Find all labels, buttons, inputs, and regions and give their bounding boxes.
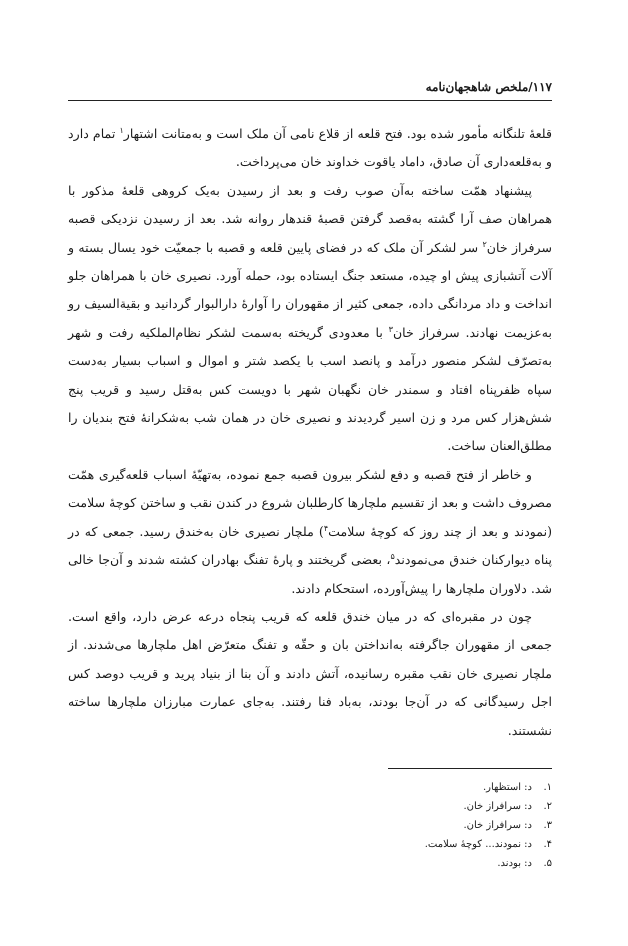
footnote-ref-5[interactable]: ۵	[390, 551, 395, 561]
footnote-ref-4[interactable]: ۴	[323, 523, 329, 533]
footnotes	[300, 778, 552, 873]
footnote-number: ۲.	[543, 801, 552, 812]
footnote-text: د: بودند.	[497, 858, 532, 869]
footnote-text: د: نمودند... کوچهٔ سلامت.	[424, 839, 532, 850]
paragraph-2: پیشنهاد همّت ساخته به‌آن صوب رفت و بعد از رسیدن به‌یک کروهی قلعهٔ مذکور با همراهان صف آرا گشته به‌قصد گرفتن قصبهٔ قندهار روانه شد. بعد از رسیدن نزدیکی قصبه سرفراز خان$^۲$ سر لشکر آن ملک که در فضای پایین قلعه و قصبه با جمعیّت خود یسال بسته و آلات آتشبازی پیش او چیده، مستعد جنگ ایستاده بود، حمله آورد. نصیری خان با همراهان جلو انداخت و داد مردانگی داده، جمعی کثیر از مقهوران را آوارهٔ دارالبوار گردانید و بقیةالسیف رو به‌عزیمت نهادند. سرفراز خان$^۳$ با معدودی گریخته به‌سمت لشکر نظام‌الملکیه رفت و شهر به‌تصرّف لشکر منصور درآمد و پانصد اسب با یکصد شتر و اموال و اسباب بسیار به‌دست سپاه ظفرپناه افتاد و سمندر خان نگهبان شهر با دویست کس به‌قتل رسید و قریب پنج شش‌هزار کس مرد و زن اسیر گردیدند و نصیری خان در همان شب به‌شکرانهٔ فتح بندیان را مطلق‌العنان ساخت.	[68, 182, 552, 454]
footnote-ref-1[interactable]: ۱	[119, 125, 124, 135]
footnote-number: ۴.	[543, 839, 552, 850]
paragraph-4: چون در مقبره‌ای که در میان خندق قلعه که قریب پنجاه درعه عرض دارد، واقع است. جمعی از مقهوران جاگرفته به‌انداختن بان و حقّه و تفنگ متعرّض اهل ملچارها می‌شدند. از ملچار نصیری خان نقب مقبره رسانیده، آتش دادند و آن بنا از بنیاد پرید و قریب دوصد کس اجل رسیدگانی که در آن‌جا بودند، به‌باد فنا رفتند. به‌جای عمارت مبارزان ملچارها ساخته نشستند.	[68, 608, 552, 738]
body-text	[68, 120, 552, 745]
paragraph-3: و خاطر از فتح قصبه و دفع لشکر بیرون قصبه جمع نموده، به‌تهیّهٔ اسباب قلعه‌گیری همّت مصروف داشت و بعد از تقسیم ملچارها کارطلبان شروع در کندن نقب و ساختن کوچهٔ سلامت (نمودند و بعد از چند روز که کوچهٔ سلامت$^۴$) ملچار نصیری خان به‌خندق رسید. جمعی که در پناه دیوارکنان خندق می‌نمودند$^۵$، بعضی گریختند و پارهٔ تفنگ بهادران کشته شدند و آن‌جا خالی شد. دلاوران ملچارها را پیش‌آورده، استحکام دادند.	[68, 466, 553, 596]
footnote-text: د: سرافراز خان.	[463, 801, 532, 812]
paragraph-1: قلعهٔ تلنگانه مأمور شده بود. فتح قلعه از قلاع نامی آن ملک است و به‌متانت اشتهار$^۱$ تمام دارد و به‌قلعه‌داری آن صادق، داماد یاقوت خداوند خان می‌پرداخت.	[68, 125, 552, 170]
running-title: ۱۱۷/ملخص شاهجهان‌نامه	[425, 80, 552, 94]
footnote-number: ۱.	[543, 782, 552, 793]
footnote-rule	[388, 768, 552, 769]
footnote-number: ۳.	[543, 820, 552, 831]
running-head	[68, 80, 552, 100]
footnote-number: ۵.	[543, 858, 552, 869]
footnote-ref-3[interactable]: ۳	[388, 324, 393, 334]
footnote-item	[300, 797, 552, 816]
footnote-ref-2[interactable]: ۲	[482, 239, 487, 249]
footnote-text: د: استظهار.	[482, 782, 532, 793]
footnote-text: د: سرافراز خان.	[463, 820, 532, 831]
footnote-item	[300, 778, 552, 797]
footnote-item	[300, 835, 552, 854]
header-rule	[68, 100, 552, 101]
footnote-item	[300, 854, 552, 873]
footnote-item	[300, 816, 552, 835]
